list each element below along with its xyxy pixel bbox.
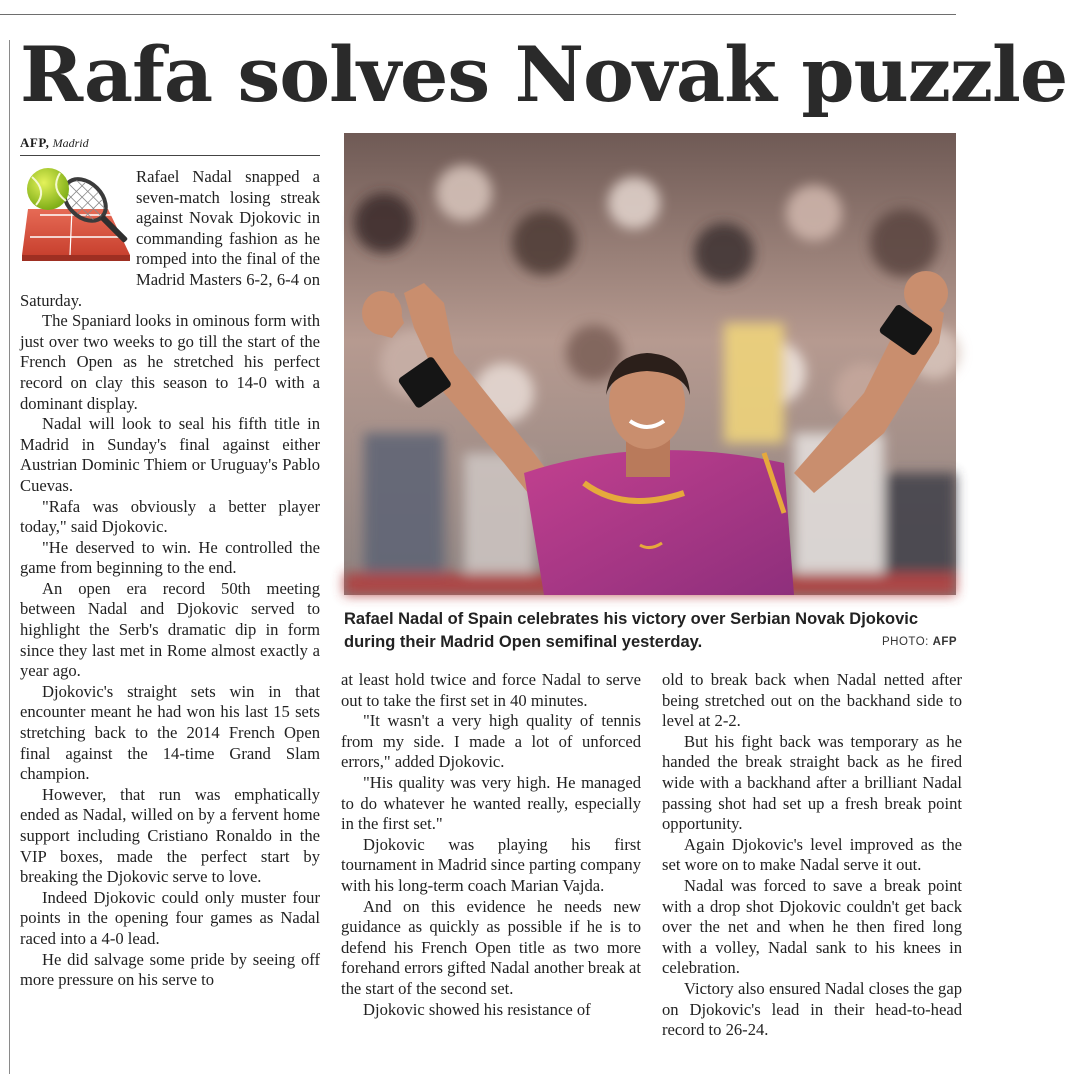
headline: Rafa solves Novak puzzle	[20, 30, 1067, 119]
paragraph: "Rafa was obviously a better player today," said Djokovic.	[20, 496, 320, 537]
paragraph: And on this evidence he needs new guidance as quickly as possible if he is to defend his French Open title as two more forehand errors gifted Nadal another break at the start of the second set.	[341, 896, 641, 998]
tennis-ball-racket-icon	[20, 167, 130, 273]
paragraph: But his fight back was temporary as he handed the break straight back as he fired wide with a backhand after a brilliant Nadal passing shot had set up a fresh break point opportunity.	[662, 731, 962, 834]
paragraph: Djokovic was playing his first tournament in Madrid since parting company with his long-term coach Marian Vajda.	[341, 834, 641, 895]
column-rule	[9, 40, 10, 1074]
byline-agency: AFP,	[20, 135, 50, 150]
article-photo	[344, 133, 956, 595]
photo-credit-label: PHOTO:	[882, 636, 929, 648]
paragraph: Rafael Nadal snapped a seven-match losing streak against Novak Djokovic in commanding fashion as he romped into the final of the Madrid Masters 6-2, 6-4 on Saturday.	[20, 167, 320, 310]
paragraph: Nadal will look to seal his fifth title in Madrid in Sunday's final against either Austrian Dominic Thiem or Uruguay's Pablo Cuevas.	[20, 414, 320, 495]
photo-credit-source: AFP	[932, 636, 958, 648]
article-column-2	[341, 670, 641, 1080]
paragraph: at least hold twice and force Nadal to serve out to take the first set in 40 minutes.	[341, 670, 641, 710]
paragraph: Nadal was forced to save a break point with a drop shot Djokovic couldn't get back over the net and when he then fired long with a volley, Nadal sank to his knees in celebration.	[662, 875, 962, 978]
paragraph: "He deserved to win. He controlled the game from beginning to the end.	[20, 537, 320, 578]
photo-credit	[882, 636, 962, 648]
paragraph: Indeed Djokovic could only muster four points in the opening four games as Nadal raced into a 4-0 lead.	[20, 887, 320, 948]
paragraph: Djokovic's straight sets win in that encounter meant he had won his last 15 sets stretching back to the 2014 French Open final against the 14-time Grand Slam champion.	[20, 681, 320, 784]
top-rule	[0, 14, 956, 15]
paragraph: An open era record 50th meeting between Nadal and Djokovic served to highlight the Serb's dramatic dip in form since they last met in Rome almost exactly a year ago.	[20, 578, 320, 681]
paragraph: Djokovic showed his resistance of	[363, 999, 591, 1019]
paragraph: Again Djokovic's level improved as the set wore on to make Nadal serve it out.	[662, 834, 962, 875]
paragraph: "It wasn't a very high quality of tennis from my side. I made a lot of unforced errors," added Djokovic.	[341, 711, 641, 772]
paragraph: Victory also ensured Nadal closes the gap on Djokovic's lead in their head-to-head record to 26-24.	[662, 978, 962, 1040]
byline	[20, 134, 320, 156]
paragraph: "His quality was very high. He managed to do whatever he wanted really, especially in the first set."	[341, 772, 641, 834]
paragraph: However, that run was emphatically ended as Nadal, willed on by a fervent home support including Cristiano Ronaldo in the VIP boxes, made the perfect start by breaking the Djokovic serve to love.	[20, 784, 320, 887]
article-column-1	[20, 167, 320, 1077]
byline-place: Madrid	[52, 136, 89, 150]
paragraph: He did salvage some pride by seeing off more pressure on his serve to	[20, 949, 320, 990]
paragraph: The Spaniard looks in ominous form with just over two weeks to go till the start of the French Open as he stretched his perfect record on clay this season to 14-0 with a dominant display.	[20, 311, 320, 413]
paragraph: old to break back when Nadal netted after being stretched out on the backhand side to level at 2-2.	[662, 670, 962, 731]
article-column-3	[662, 670, 962, 1080]
photo-caption: Rafael Nadal of Spain celebrates his victory over Serbian Novak Djokovic during their Madrid Open semifinal yesterday.	[344, 610, 919, 651]
